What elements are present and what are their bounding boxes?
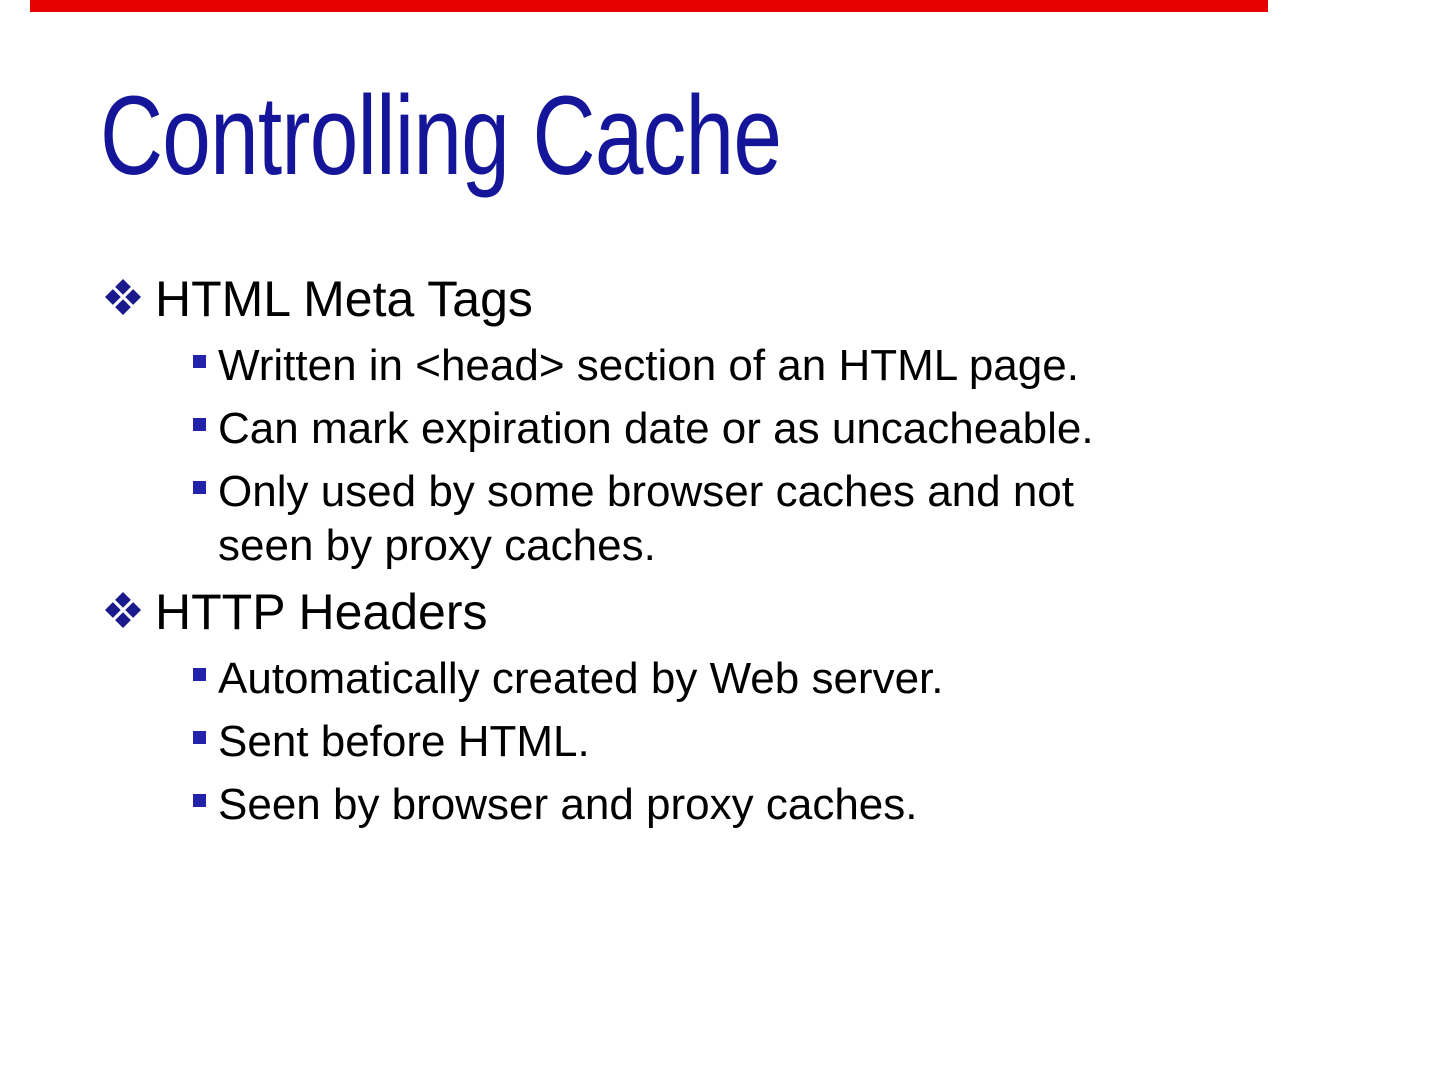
bullet-text: Seen by browser and proxy caches. bbox=[218, 780, 918, 829]
bullet-heading: HTTP Headers bbox=[155, 584, 488, 640]
square-bullet-icon bbox=[193, 668, 206, 681]
slide-body bbox=[105, 268, 1285, 832]
diamond-cluster-icon bbox=[105, 581, 155, 628]
square-bullet-icon bbox=[193, 355, 206, 368]
bullet-text: Automatically created by Web server. bbox=[218, 654, 944, 703]
bullet-item-level1 bbox=[105, 581, 1285, 643]
bullet-item-level2 bbox=[105, 465, 1285, 573]
square-bullet-icon bbox=[193, 481, 206, 494]
slide-title: Controlling Cache bbox=[100, 73, 782, 198]
square-bullet-icon bbox=[193, 794, 206, 807]
diamond-cluster-icon bbox=[105, 268, 155, 315]
top-accent-bar bbox=[30, 0, 1268, 12]
bullet-item-level1 bbox=[105, 268, 1285, 330]
bullet-text: Sent before HTML. bbox=[218, 717, 590, 766]
bullet-heading: HTML Meta Tags bbox=[155, 271, 533, 327]
square-bullet-icon bbox=[193, 731, 206, 744]
bullet-item-level2 bbox=[105, 339, 1285, 393]
bullet-item-level2 bbox=[105, 778, 1285, 832]
bullet-text: Written in <head> section of an HTML page. bbox=[218, 341, 1079, 390]
square-bullet-icon bbox=[193, 418, 206, 431]
bullet-item-level2 bbox=[105, 402, 1285, 456]
bullet-item-level2 bbox=[105, 715, 1285, 769]
bullet-text: Can mark expiration date or as uncacheable. bbox=[218, 404, 1094, 453]
bullet-item-level2 bbox=[105, 652, 1285, 706]
bullet-text: Only used by some browser caches and not seen by proxy caches. bbox=[218, 467, 1075, 570]
